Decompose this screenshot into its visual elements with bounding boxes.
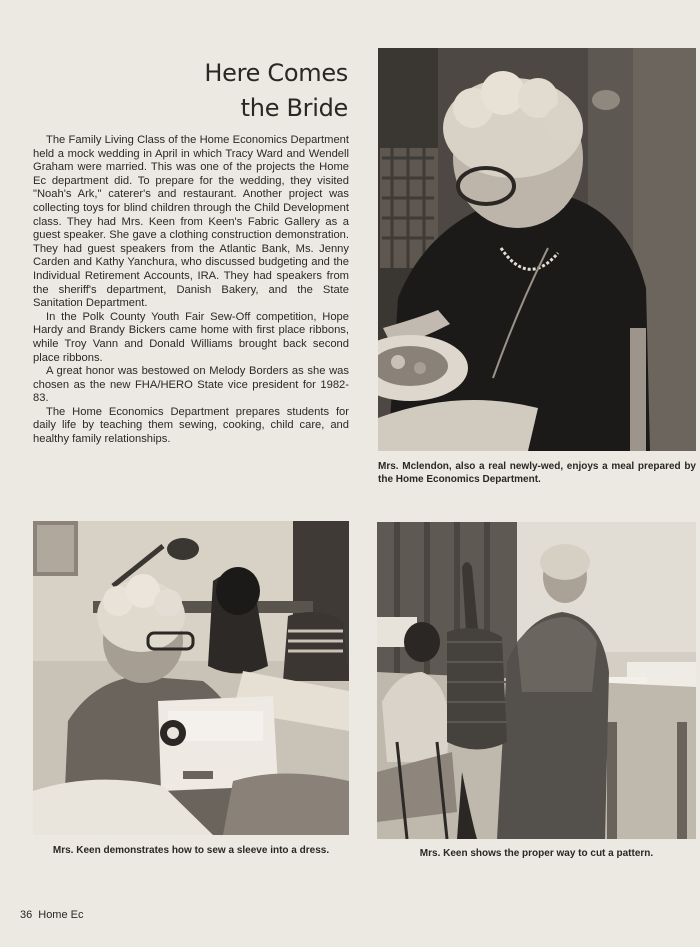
- body-paragraph-2: In the Polk County Youth Fair Sew-Off competition, Hope Hardy and Brandy Bickers came home with first place ribbons, while Troy Vann and Donald Williams brought back second place ribbons.: [33, 310, 349, 364]
- section-name: Home Ec: [38, 909, 84, 921]
- article-title: [204, 56, 348, 126]
- caption-pattern: Mrs. Keen shows the proper way to cut a pattern.: [419, 848, 654, 859]
- photo-sewing-sleeve-image: [33, 521, 349, 835]
- photo-sewing-sleeve: [33, 521, 349, 835]
- body-paragraph-3: A great honor was bestowed on Melody Borders as she was chosen as the new FHA/HERO State vice president for 1982-83.: [33, 365, 349, 405]
- photo-cutting-pattern-image: [377, 522, 696, 839]
- page-folio: [20, 909, 90, 921]
- article-title-line-2: the Bride: [240, 94, 348, 122]
- article-body: [33, 134, 349, 447]
- photo-mclendon-meal-image: [378, 48, 696, 451]
- photo-cutting-pattern: [377, 522, 696, 839]
- caption-mclendon: Mrs. Mclendon, also a real newly-wed, enjoys a meal prepared by the Home Economics Department.: [378, 461, 696, 485]
- body-paragraph-1: The Family Living Class of the Home Economics Department held a mock wedding in April in which Tracy Ward and Wendell Graham were married. This was one of the projects the Home Ec department did. To prepare for the wedding, they visited "Noah's Ark," caterer's and restaurant. Another project was collecting toys for blind children through the Child Development class. They had Mrs. Keen from Keen's Fabric Gallery as a guest speaker. She gave a clothing construction demonstration. They had guest speakers from the Atlantic Bank, Ms. Jenny Carden and Kathy Yanchura, who discussed budgeting and the Individual Retirement Accounts, IRA. They had speakers from the sheriff's department, Danish Bakery, and the State Sanitation Department.: [33, 134, 349, 310]
- page-number: 36: [20, 909, 33, 921]
- photo-mclendon-meal: [378, 48, 696, 451]
- caption-sleeve: Mrs. Keen demonstrates how to sew a sleeve into a dress.: [52, 845, 330, 856]
- body-paragraph-4: The Home Economics Department prepares students for daily life by teaching them sewing, cooking, child care, and healthy family relationships.: [33, 405, 349, 446]
- article-title-line-1: Here Comes: [204, 59, 348, 87]
